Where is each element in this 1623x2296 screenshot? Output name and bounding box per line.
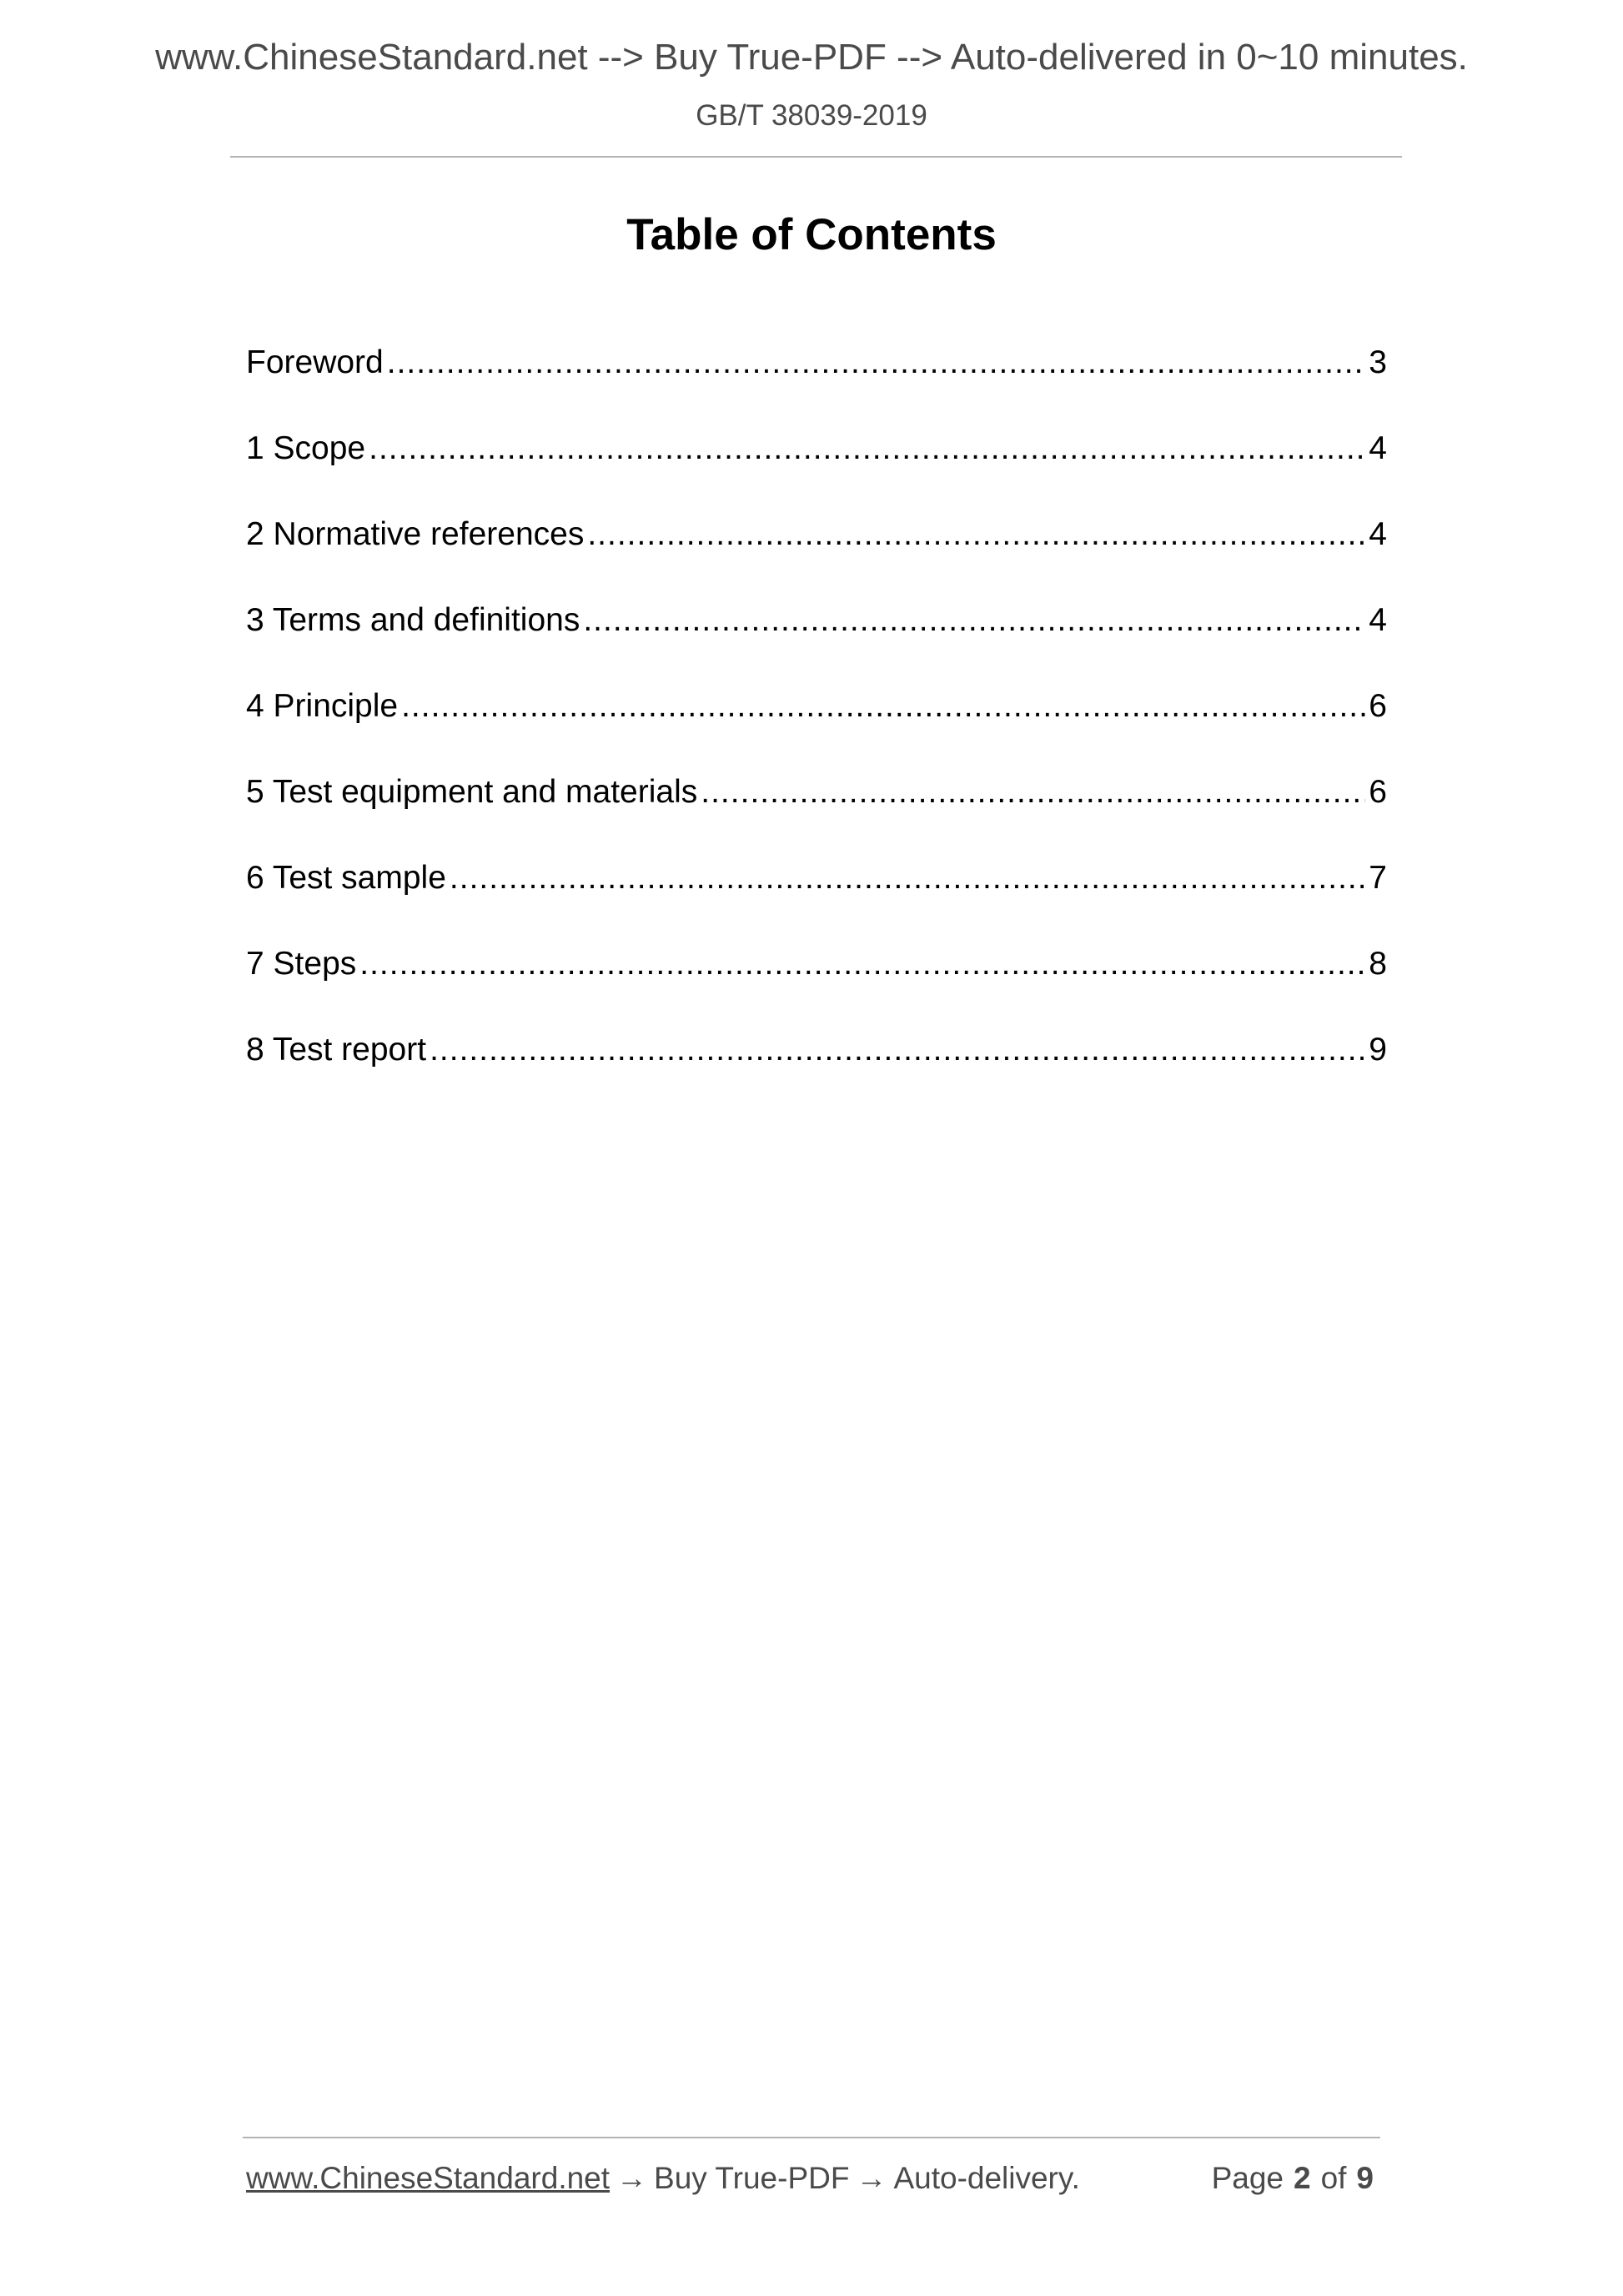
page-footer xyxy=(246,2155,1380,2202)
toc-entry-label: 3 Terms and definitions xyxy=(246,602,580,638)
toc-dot-leader xyxy=(701,767,1365,817)
header-divider xyxy=(230,156,1402,158)
standard-number: GB/T 38039-2019 xyxy=(696,99,927,132)
toc-dot-leader xyxy=(583,595,1365,646)
toc-entry-label: 6 Test sample xyxy=(246,860,446,896)
footer-delivery-text: Auto-delivery. xyxy=(893,2161,1080,2195)
toc-entry-label: 4 Principle xyxy=(246,688,399,724)
toc-entry-label: 8 Test report xyxy=(246,1032,427,1068)
toc-entry-test-report[interactable] xyxy=(246,1025,1387,1075)
toc-entry-steps[interactable] xyxy=(246,939,1387,989)
top-banner: www.ChineseStandard.net --> Buy True-PDF --> Auto-delivered in 0~10 minutes. xyxy=(155,37,1468,78)
toc-entry-page: 3 xyxy=(1369,344,1387,380)
page-number xyxy=(1212,2155,1374,2202)
toc-entry-label: 5 Test equipment and materials xyxy=(246,774,698,810)
toc-entry-page: 9 xyxy=(1369,1032,1387,1068)
right-arrow-icon: → xyxy=(616,2161,648,2195)
toc-entry-page: 7 xyxy=(1369,860,1387,896)
toc-dot-leader xyxy=(369,424,1365,474)
toc-entry-normative-references[interactable] xyxy=(246,510,1387,560)
toc-entry-label: Foreword xyxy=(246,344,384,380)
of-label: of xyxy=(1320,2161,1347,2195)
toc-entry-test-equipment[interactable] xyxy=(246,767,1387,817)
total-pages: 9 xyxy=(1356,2161,1374,2195)
toc-entry-test-sample[interactable] xyxy=(246,853,1387,903)
toc-entry-principle[interactable] xyxy=(246,681,1387,731)
toc-entry-page: 6 xyxy=(1369,774,1387,810)
footer-divider xyxy=(243,2137,1380,2138)
toc-entry-label: 7 Steps xyxy=(246,946,357,982)
right-arrow-icon: → xyxy=(856,2161,887,2195)
toc-dot-leader xyxy=(430,1025,1365,1075)
toc-entry-page: 6 xyxy=(1369,688,1387,724)
toc-dot-leader xyxy=(387,338,1366,388)
toc-entry-scope[interactable] xyxy=(246,424,1387,474)
toc-dot-leader xyxy=(450,853,1365,903)
page-label: Page xyxy=(1211,2161,1284,2195)
toc-dot-leader xyxy=(587,510,1365,560)
toc-dot-leader xyxy=(359,939,1365,989)
toc-entry-page: 4 xyxy=(1369,602,1387,638)
toc-entry-page: 4 xyxy=(1369,516,1387,552)
toc-entry-label: 2 Normative references xyxy=(246,516,585,552)
toc-entry-terms-and-definitions[interactable] xyxy=(246,595,1387,646)
toc-entry-foreword[interactable] xyxy=(246,338,1387,388)
toc-entry-page: 8 xyxy=(1369,946,1387,982)
page-title: Table of Contents xyxy=(626,210,997,259)
toc-entry-page: 4 xyxy=(1369,430,1387,466)
footer-site-link[interactable]: www.ChineseStandard.net xyxy=(246,2161,611,2195)
toc-entry-label: 1 Scope xyxy=(246,430,366,466)
footer-promo xyxy=(246,2155,1080,2202)
current-page: 2 xyxy=(1293,2161,1311,2195)
toc-dot-leader xyxy=(401,681,1365,731)
footer-buy-text: Buy True-PDF xyxy=(654,2161,850,2195)
